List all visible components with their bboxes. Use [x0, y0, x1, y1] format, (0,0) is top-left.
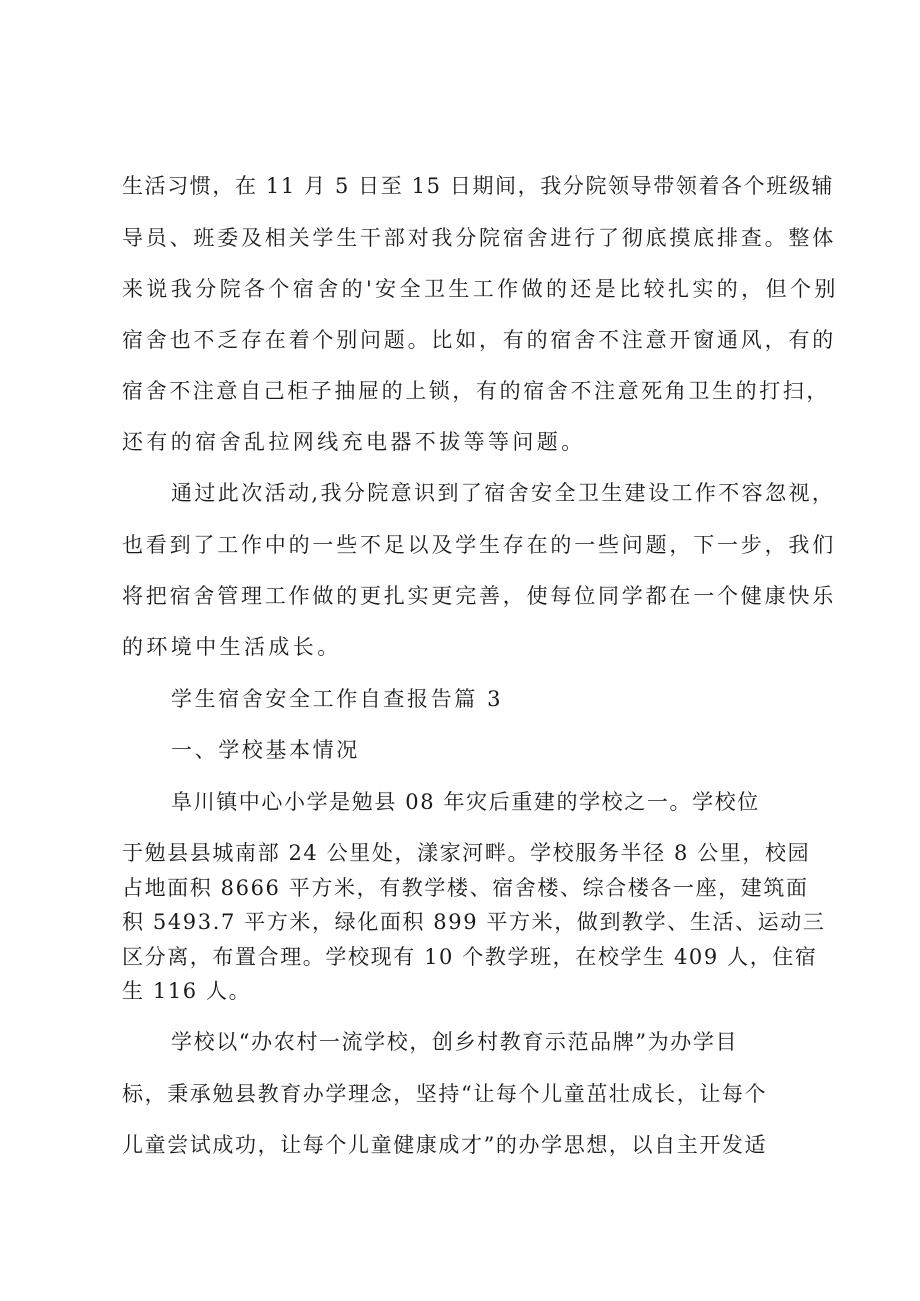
paragraph-3-line-3: 占地面积 8666 平方米，有教学楼、宿舍楼、综合楼各一座，建筑面	[122, 876, 809, 900]
paragraph-4-line-2: 标，秉承勉县教育办学理念，坚持“让每个儿童茁壮成长，让每个	[122, 1082, 768, 1106]
paragraph-4-line-3: 儿童尝试成功，让每个儿童健康成才”的办学思想，以自主开发适	[122, 1133, 768, 1157]
paragraph-3-line-4: 积 5493.7 平方米，绿化面积 899 平方米，做到教学、生活、运动三	[122, 910, 826, 934]
paragraph-2-line-3: 将把宿舍管理工作做的更扎实更完善，使每位同学都在一个健康快乐	[122, 584, 836, 608]
paragraph-1-line-2: 导员、班委及相关学生干部对我分院宿舍进行了彻底摸底排查。整体	[122, 226, 836, 250]
paragraph-3-line-1: 阜川镇中心小学是勉县 08 年灾后重建的学校之一。学校位	[171, 790, 760, 814]
paragraph-1-line-4: 宿舍也不乏存在着个别问题。比如，有的宿舍不注意开窗通风，有的	[122, 328, 836, 352]
paragraph-3-line-5: 区分离，布置合理。学校现有 10 个教学班，在校学生 409 人，住宿	[122, 945, 818, 969]
paragraph-1-line-5: 宿舍不注意自己柜子抽屉的上锁，有的宿舍不注意死角卫生的打扫，	[122, 379, 830, 403]
section-heading-1: 一、学校基本情况	[171, 738, 360, 762]
paragraph-2-line-2: 也看到了工作中的一些不足以及学生存在的一些问题，下一步，我们	[122, 533, 836, 557]
paragraph-1-line-1: 生活习惯，在 11 月 5 日至 15 日期间，我分院领导带领着各个班级辅	[122, 174, 835, 198]
paragraph-3-line-6: 生 116 人。	[122, 979, 252, 1003]
paragraph-1-line-6: 还有的宿舍乱拉网线充电器不拔等等问题。	[122, 430, 586, 454]
paragraph-2-line-1: 通过此次活动,我分院意识到了宿舍安全卫生建设工作不容忽视，	[171, 481, 836, 505]
paragraph-2-line-4: 的环境中生活成长。	[122, 635, 342, 659]
paragraph-1-line-3: 来说我分院各个宿舍的'安全卫生工作做的还是比较扎实的，但个别	[122, 277, 839, 301]
article-heading: 学生宿舍安全工作自查报告篇 3	[171, 687, 504, 711]
paragraph-3-line-2: 于勉县县城南部 24 公里处，漾家河畔。学校服务半径 8 公里，校园	[122, 841, 811, 865]
paragraph-4-line-1: 学校以“办农村一流学校，创乡村教育示范品牌”为办学目	[171, 1030, 739, 1054]
